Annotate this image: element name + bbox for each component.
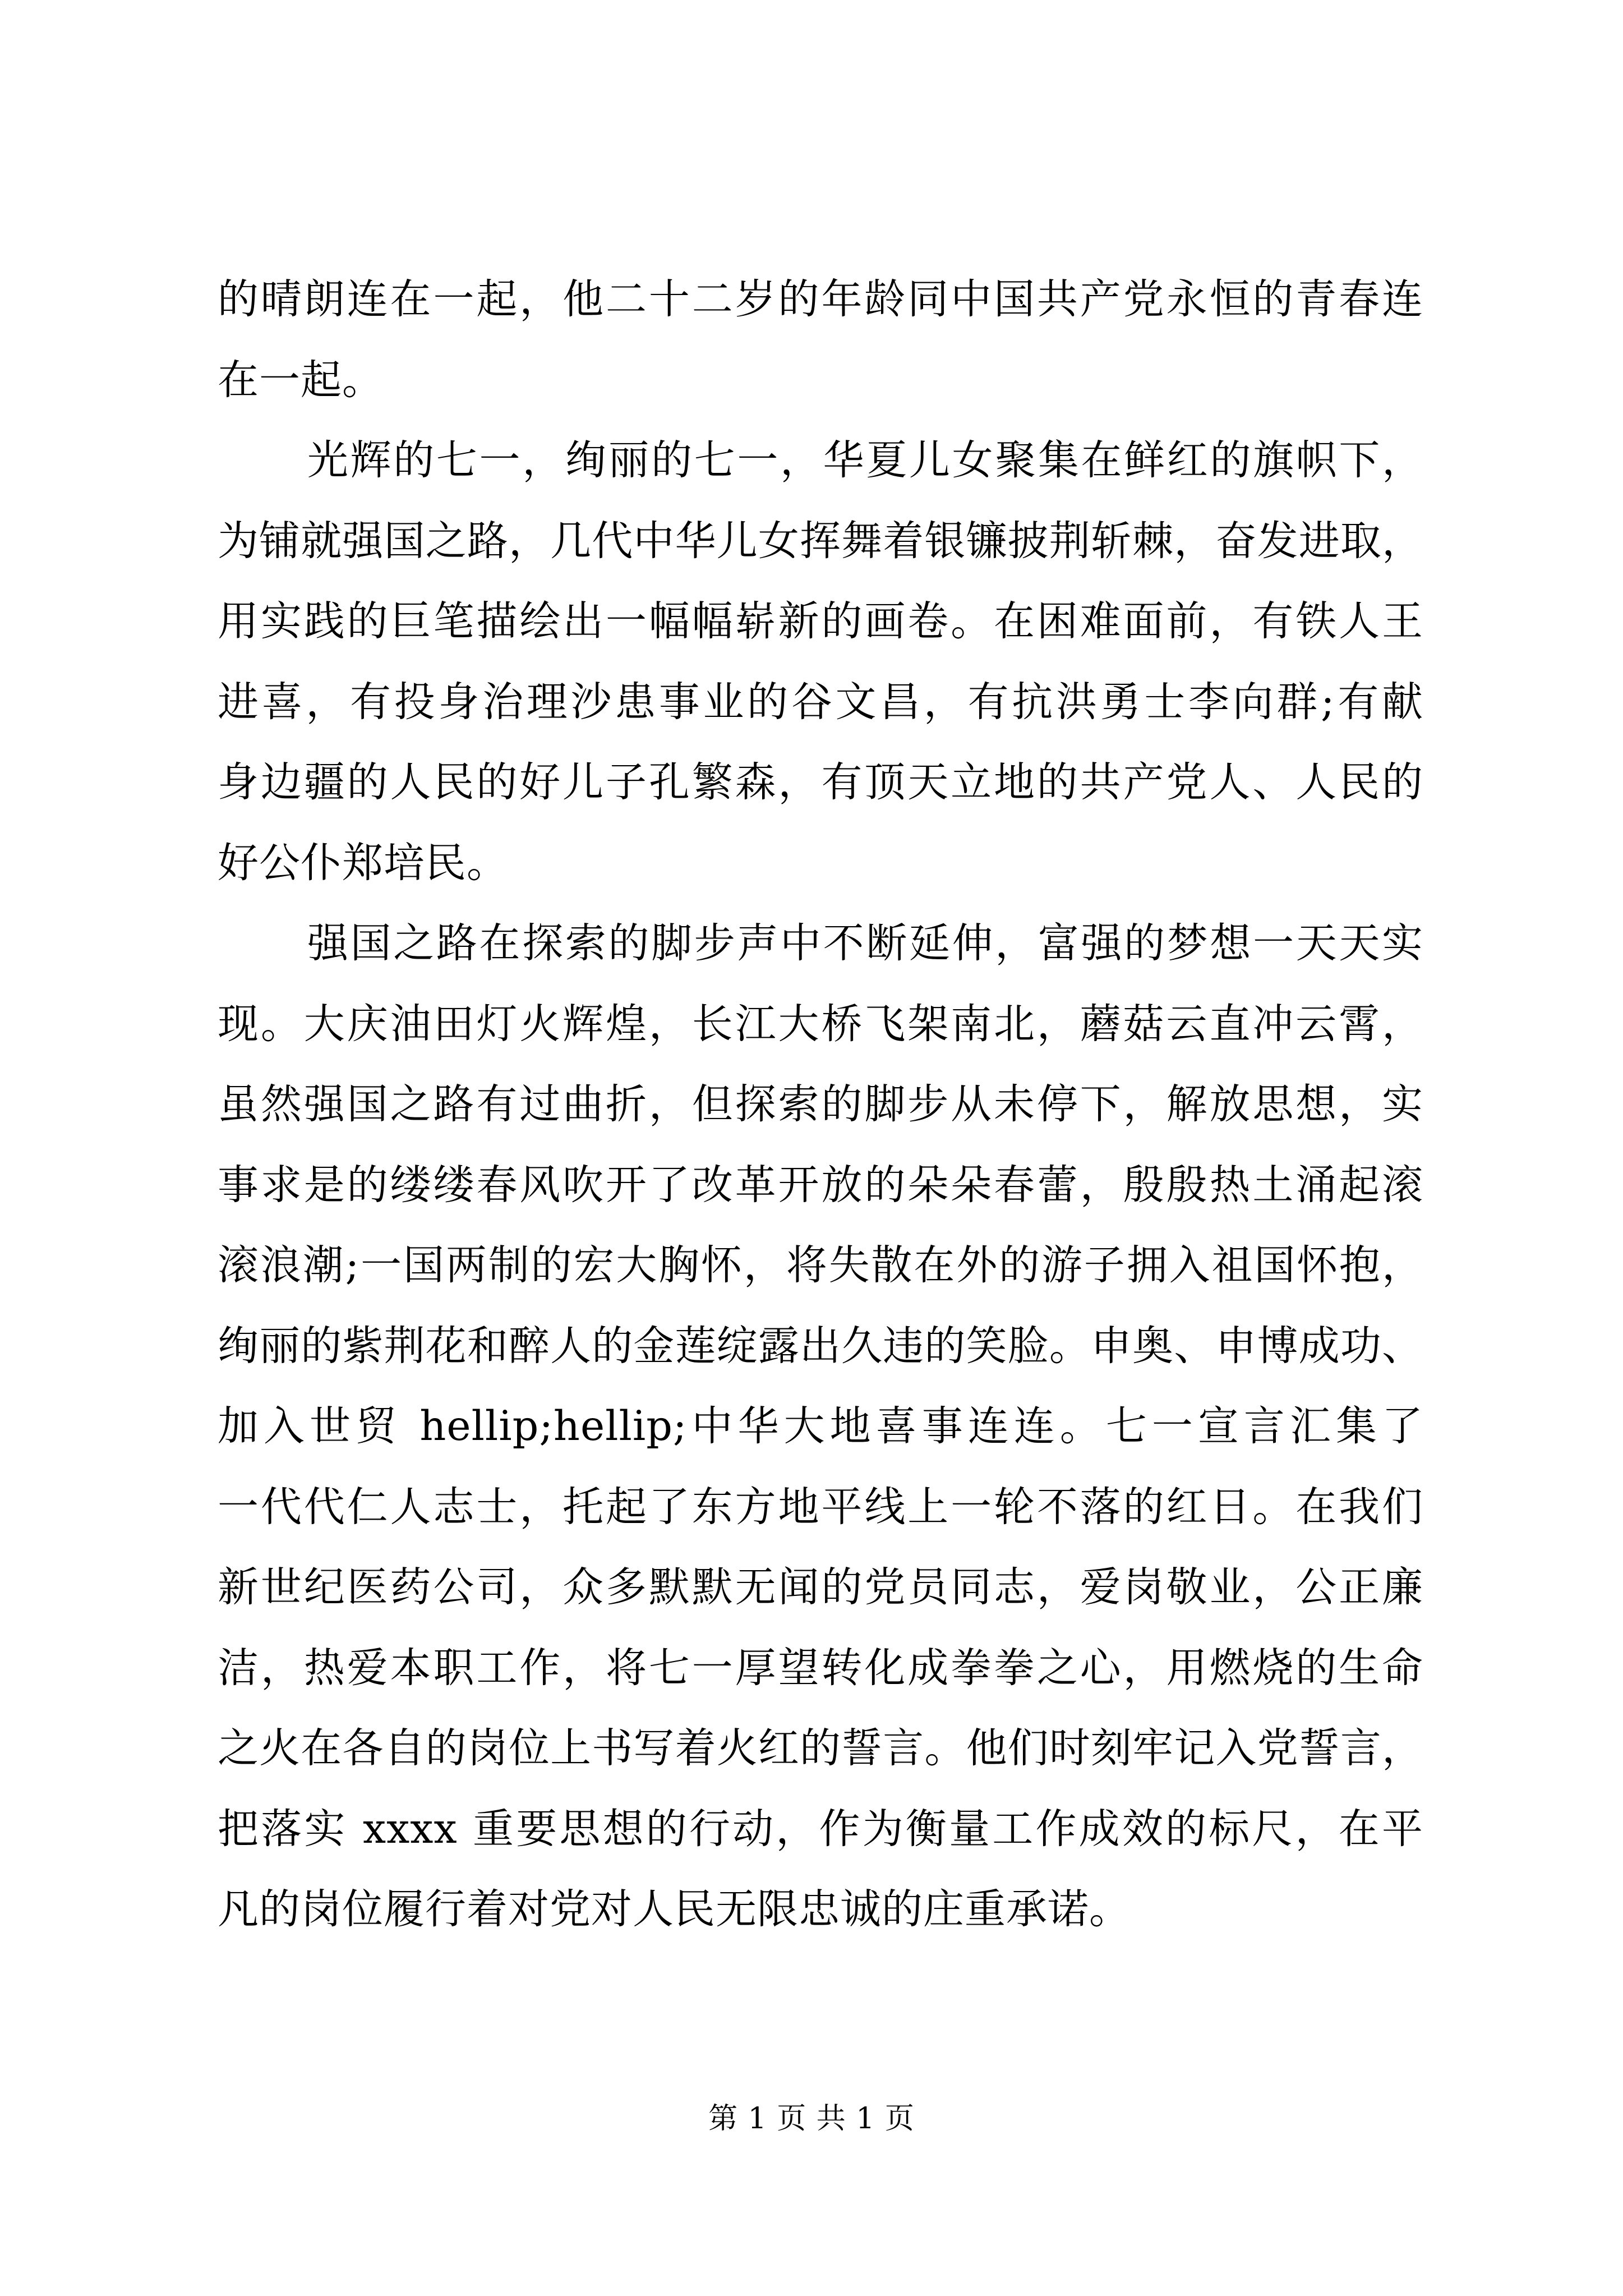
text-line: 把落实 xxxx 重要思想的行动，作为衡量工作成效的标尺，在平 xyxy=(218,1805,1423,1853)
page-number-footer: 第 1 页 共 1 页 xyxy=(708,2102,915,2136)
text-line: 洁，热爱本职工作，将七一厚望转化成拳拳之心，用燃烧的生命 xyxy=(218,1644,1423,1692)
text-line: 为铺就强国之路，几代中华儿女挥舞着银镰披荆斩棘，奋发进取， xyxy=(218,517,1423,565)
text-line: 加入世贸 hellip;hellip;中华大地喜事连连。七一宣言汇集了 xyxy=(218,1402,1423,1450)
text-line: 好公仆郑培民。 xyxy=(218,839,508,887)
text-line: 的晴朗连在一起，他二十二岁的年龄同中国共产党永恒的青春连 xyxy=(218,275,1423,323)
text-line: 之火在各自的岗位上书写着火红的誓言。他们时刻牢记入党誓言， xyxy=(218,1724,1423,1772)
text-line: 身边疆的人民的好儿子孔繁森，有顶天立地的共产党人、人民的 xyxy=(218,758,1423,806)
text-line: 新世纪医药公司，众多默默无闻的党员同志，爱岗敬业，公正廉 xyxy=(218,1563,1423,1611)
text-line: 一代代仁人志士，托起了东方地平线上一轮不落的红日。在我们 xyxy=(218,1483,1423,1531)
paragraph-first-line: 强国之路在探索的脚步声中不断延伸，富强的梦想一天天实 xyxy=(307,919,1423,967)
text-line: 进喜，有投身治理沙患事业的谷文昌，有抗洪勇士李向群;有献 xyxy=(218,678,1423,726)
text-line: 虽然强国之路有过曲折，但探索的脚步从未停下，解放思想，实 xyxy=(218,1080,1423,1128)
text-line: 事求是的缕缕春风吹开了改革开放的朵朵春蕾，殷殷热土涌起滚 xyxy=(218,1161,1423,1209)
text-line: 现。大庆油田灯火辉煌，长江大桥飞架南北，蘑菇云直冲云霄， xyxy=(218,1000,1423,1048)
body-text xyxy=(218,259,1423,1950)
text-line: 凡的岗位履行着对党对人民无限忠诚的庄重承诺。 xyxy=(218,1885,1131,1933)
text-line: 在一起。 xyxy=(218,356,384,404)
paragraph-first-line: 光辉的七一，绚丽的七一，华夏儿女聚集在鲜红的旗帜下， xyxy=(307,436,1423,484)
text-line: 滚浪潮;一国两制的宏大胸怀，将失散在外的游子拥入祖国怀抱， xyxy=(218,1241,1423,1289)
text-line: 用实践的巨笔描绘出一幅幅崭新的画卷。在困难面前，有铁人王 xyxy=(218,597,1423,645)
text-line: 绚丽的紫荆花和醉人的金莲绽露出久违的笑脸。申奥、申博成功、 xyxy=(218,1322,1423,1370)
